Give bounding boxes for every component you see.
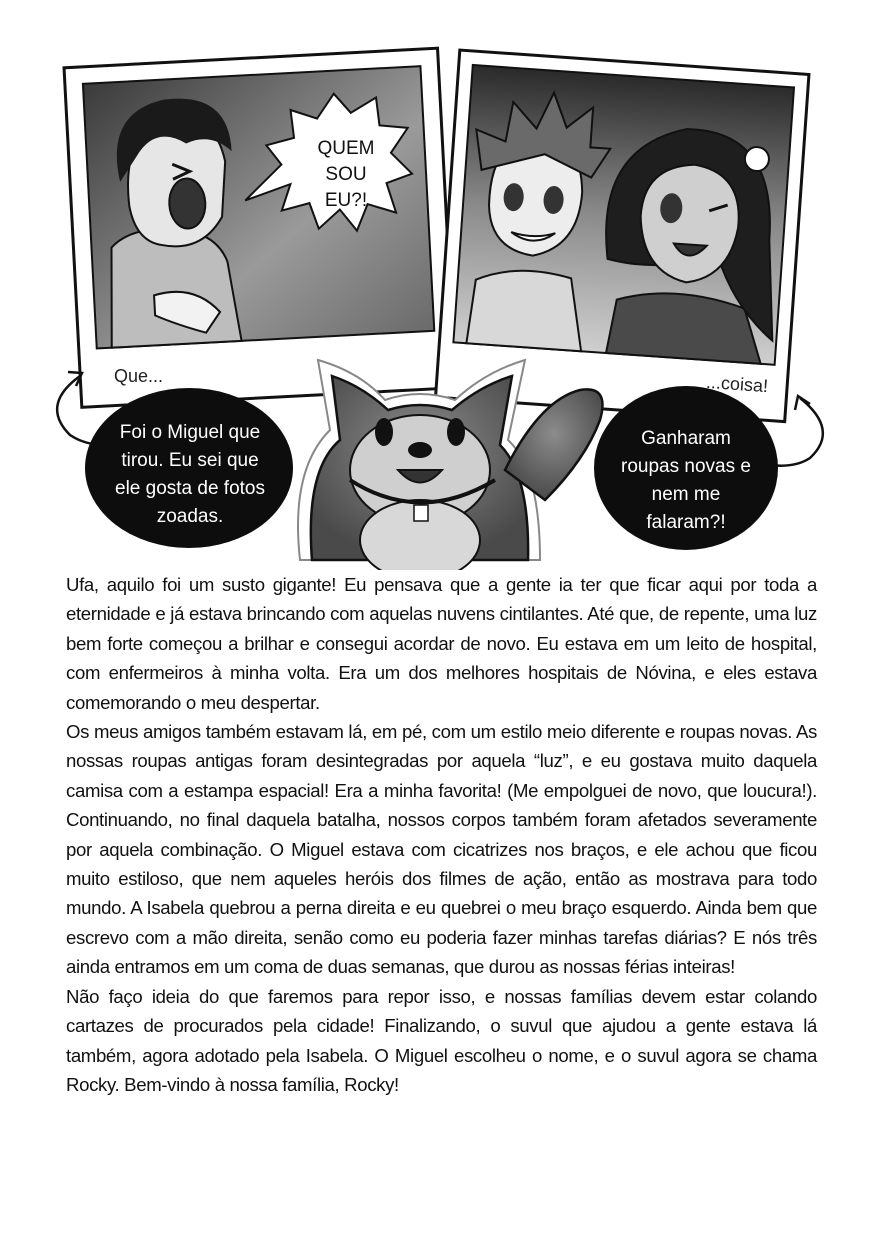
bubble-line: Ganharam <box>641 428 731 449</box>
story-paragraph: Ufa, aquilo foi um susto gigante! Eu pensava que a gente ia ter que ficar aqui por toda a eternidade e já estava brincando com aquelas nuvens cintilantes. Até que, de repente, uma luz bem forte começou a brilhar e consegui acordar de novo. Eu estava em um leito de hospital, com enfermeiros à minha volta. Era um dos melhores hospitais de Nóvina, e eles estava comemorando o meu despertar. <box>66 574 817 713</box>
right-photo <box>436 50 809 422</box>
shout-text <box>296 136 396 214</box>
left-bubble-text <box>95 419 285 531</box>
story-text <box>66 570 817 1099</box>
right-photo-caption: ...coisa! <box>705 371 769 397</box>
comic-illustration <box>0 0 881 570</box>
bubble-line: falaram?! <box>646 512 726 533</box>
shout-line: SOU <box>325 164 367 185</box>
bubble-line: Foi o Miguel que <box>119 422 261 443</box>
bubble-line: nem me <box>651 484 721 505</box>
left-photo <box>64 48 455 407</box>
left-photo-caption: Que... <box>114 366 164 386</box>
right-bubble-text <box>600 425 772 537</box>
story-paragraph: Os meus amigos também estavam lá, em pé, com um estilo meio diferente e roupas novas. As nossas roupas antigas foram desintegradas por aquela “luz”, e eu gostava muito daquela camisa com a estampa espacial! Era a minha favorita! (Me empolguei de novo, que loucura!). Continuando, no final daquela batalha, nossos corpos também foram afetados severamente por aquela combinação. O Miguel estava com cicatrizes nos braços, e ele achou que ficou muito estiloso, que nem aqueles heróis dos filmes de ação, então as mostrava para todo mundo. A Isabela quebrou a perna direita e eu quebrei o meu braço esquerdo. Ainda bem que escrevo com a mão direita, senão como eu poderia fazer minhas tarefas diárias? E nós três ainda entramos em um coma de duas semanas, que durou as nossas férias inteiras! <box>66 721 817 978</box>
story-paragraph: Não faço ideia do que faremos para repor isso, e nossas famílias devem estar colando cartazes de procurados pela cidade! Finalizando, o suvul que ajudou a gente estava lá também, agora adotado pela Isabela. O Miguel escolheu o nome, e o suvul agora se chama Rocky. Bem-vindo à nossa família, Rocky! <box>66 985 817 1095</box>
bubble-line: roupas novas e <box>621 456 751 477</box>
bubble-line: zoadas. <box>156 506 224 527</box>
shout-line: EU?! <box>324 190 368 211</box>
bubble-line: tirou. Eu sei que <box>121 450 259 471</box>
bubble-line: ele gosta de fotos <box>115 478 265 499</box>
shout-line: QUEM <box>317 138 375 159</box>
